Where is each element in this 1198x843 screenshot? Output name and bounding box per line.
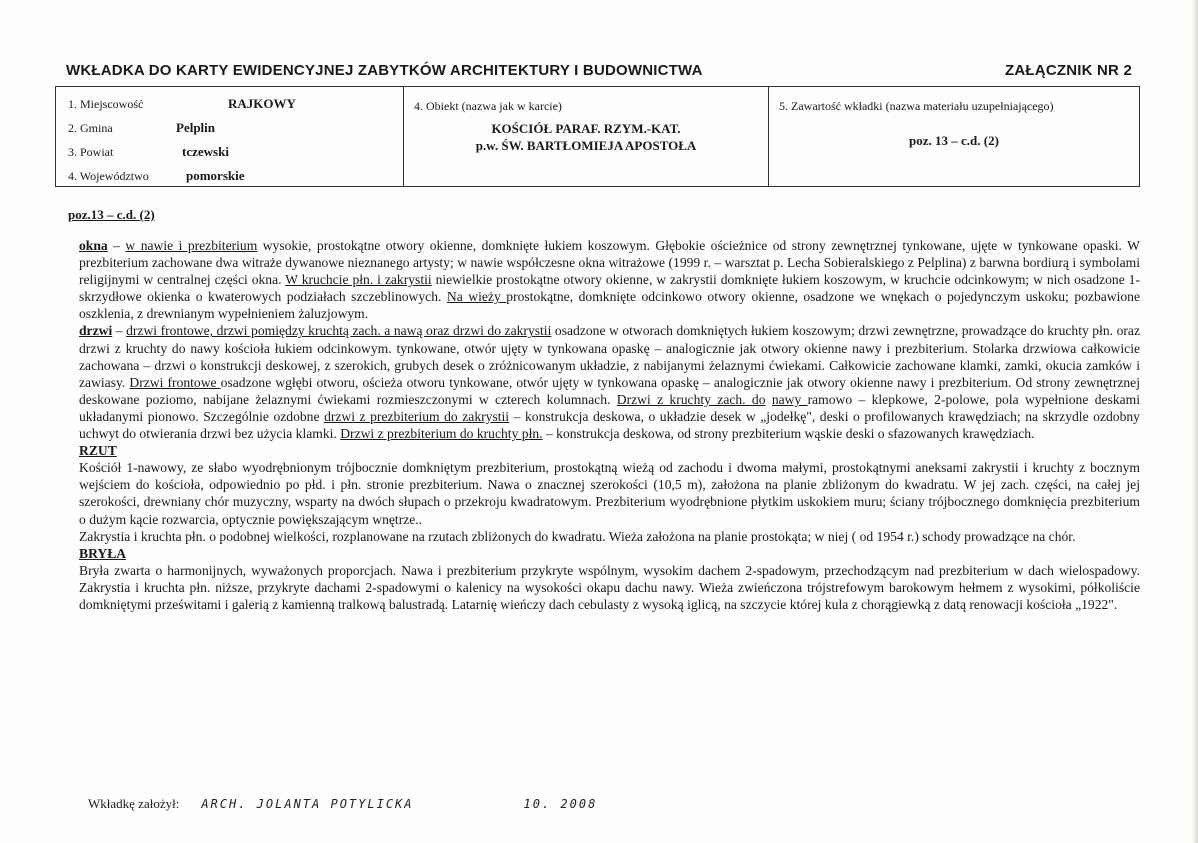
okna-sub-2: W kruchcie płn. i zakrystii — [285, 272, 432, 288]
rzut-heading: RZUT — [79, 443, 117, 459]
drzwi-text-2: osadzone wgłębi otworu, ościeża otworu tynkowane, otwór ujęty w tynkowana opaskę – analogicznie jak otwory okienne nawy i prezbiterium. Od strony zewnętrznej deskowane poziomo, nabijane żelaznymi ćwiekami rozmieszczonymi w czterech kolumnach. — [79, 374, 1140, 407]
document-footer — [88, 796, 597, 812]
drzwi-heading: drzwi — [79, 323, 113, 339]
county-value: tczewski — [182, 144, 229, 159]
bryla-heading: BRYŁA — [79, 545, 127, 561]
okna-sub-1: w nawie i prezbiterium — [125, 238, 258, 253]
voivodeship-row — [68, 168, 245, 184]
contents-label: 5. Zawartość wkładki (nazwa materiału uzupełniającego) — [779, 99, 1054, 113]
drzwi-sub-3: Drzwi z kruchty zach. do — [616, 391, 766, 407]
drzwi-text-3: ramowo – klepkowe, 2-polowe, pola wypełnione deskami układanymi pionowo. Szczególnie ozdobne — [79, 391, 1141, 424]
footer-label: Wkładkę założył: — [88, 796, 180, 811]
page-edge-shadow — [1192, 0, 1198, 843]
attachment-number: ZAŁĄCZNIK NR 2 — [1005, 62, 1132, 79]
rzut-paragraph-2: Zakrystia i kruchta płn. o podobnej wielkości, rozplanowane na rzutach zbliżonych do kwadratu. Wieża założona na planie prostokąta; w niej ( od 1954 r.) schody prowadzące na chór. — [79, 528, 1076, 544]
drzwi-sub-1: drzwi frontowe, drzwi pomiędzy kruchtą zach. a nawą oraz drzwi do zakrystii — [126, 323, 552, 339]
drzwi-text-4: – konstrukcja deskowa, o układzie desek w „jodełkę", deski o profilowanych krawędziach; na skrzydle ozdobny uchwyt do otwierania drzwi bez użycia klamki. — [79, 408, 1140, 442]
object-line-2: p.w. ŚW. BARTŁOMIEJA APOSTOŁA — [475, 138, 697, 153]
okna-paragraph: okna – w nawie i prezbiterium wysokie, prostokątne otwory okienne, domknięte łukiem koszowym. Głębokie ościeżnice od strony zewnętrznej tynkowane, ujęte w tynkowane opaski. W prezbiterium zachowane dwa witraże dywanowe nieznanego artysty; w nawie współczesne okna witrażowe (1999 r. – warsztat p. Lecha Sobieralskiego z Pelplina) z barwna bordiurą i symbolami religijnymi w centralnej części okna. W kruchcie płn. i zakrystii niewielkie prostokątne otwory okienne, w zakrystii domknięte łukiem koszowym, w kruchcie odcinkowym; w nich osadzone 1-skrzydłowe okienka o kwaterowych podziałach szczeblinowych. Na wieży prostokątne, domknięte odcinkowo otwory okienne, osadzone we wnękach o pojedynczym uskoku; pozbawione oszklenia, z drewnianym wypełnieniem żaluzjowym. — [79, 238, 1140, 322]
drzwi-text-1: osadzone w otworach domkniętych łukiem koszowym; drzwi zewnętrzne, prowadzące do kruchty płn. oraz drzwi z kruchty do nawy kościoła łukiem odcinkowym. tynkowane, otwór ujęty w tynkowana opaskę – analogicznie jak otwory okienne nawy i prezbiterium. Stolarka drzwiowa całkowicie zachowana – drzwi o konstrukcji deskowej, z szerokich, grubych desek o zróżnicowanym układzie, z nabijanymi żelaznymi ćwiekami. Całkowicie zachowane klamki, zamki, okucia zamków i zawiasy. — [79, 323, 1140, 390]
drzwi-text-5: – konstrukcja deskowa, od strony prezbiterium wąskie deski o sfazowanych krawędziach. — [542, 426, 1035, 442]
okna-heading: okna — [79, 238, 108, 253]
locality-row — [68, 96, 296, 112]
county-label: 3. Powiat — [68, 145, 114, 159]
commune-row — [68, 120, 215, 136]
contents-cell — [769, 87, 1139, 186]
bryla-paragraph: Bryła zwarta o harmonijnych, wyważonych proporcjach. Nawa i prezbiterium przykryte wspólnym, wysokim dachem 2-spadowym, przechodzącym nad prezbiterium w dach wielospadowy. Zakrystia i kruchta płn. niższe, przykryte dachami 2-spadowymi o kalenicy na wysokości okapu dachu nawy. Wieża zwieńczona trójstrefowym barokowym hełmem z wysokimi, półkoliście domkniętymi prześwitami i galerią z kamienną tralkową balustradą. Latarnię wieńczy dach cebulasty z wysoką iglicą, na szczycie której kula z chorągiewką z datą renowacji kościoła „1922". — [79, 562, 1140, 612]
section-reference: poz.13 – c.d. (2) — [68, 207, 155, 222]
drzwi-sub-3b: nawy — [771, 391, 808, 407]
contents-value: poz. 13 – c.d. (2) — [909, 133, 999, 148]
drzwi-paragraph: drzwi – drzwi frontowe, drzwi pomiędzy kruchtą zach. a nawą oraz drzwi do zakrystii osadzone w otworach domkniętych łukiem koszowym; drzwi zewnętrzne, prowadzące do kruchty płn. oraz drzwi z kruchty do nawy kościoła łukiem odcinkowym. tynkowane, otwór ujęty w tynkowana opaskę – analogicznie jak otwory okienne nawy i prezbiterium. Stolarka drzwiowa całkowicie zachowana – drzwi o konstrukcji deskowej, z szerokich, grubych desek o zróżnicowanym układzie, z nabijanymi żelaznymi ćwiekami. Całkowicie zachowane klamki, zamki, okucia zamków i zawiasy. Drzwi frontowe osadzone wgłębi otworu, ościeża otworu tynkowane, otwór ujęty w tynkowana opaskę – analogicznie jak otwory okienne nawy i prezbiterium. Od strony zewnętrznej deskowane poziomo, nabijane żelaznymi ćwiekami rozmieszczonymi w czterech kolumnach. Drzwi z kruchty zach. do nawy ramowo – klepkowe, 2-polowe, pola wypełnione deskami układanymi pionowo. Szczególnie ozdobne drzwi z prezbiterium do zakrystii – konstrukcja deskowa, o układzie desek w „jodełkę", deski o profilowanych krawędziach; na skrzydle ozdobny uchwyt do otwierania drzwi bez użycia klamki. Drzwi z prezbiterium do kruchty płn. – konstrukcja deskowa, od strony prezbiterium wąskie deski o sfazowanych krawędziach. — [79, 323, 1141, 442]
rzut-paragraph-1: Kościół 1-nawowy, ze słabo wyodrębnionym trójbocznie domkniętym prezbiterium, prostokątną wieżą od zachodu i dwoma małymi, prostokątnymi aneksami zakrystii i kruchty z bocznym wejściem do kościoła, odpowiednio po płd. i płn. stronie prezbiterium. Nawa o znacznej szerokości (10,5 m), założona na planie zbliżonym do kwadratu. W jej zach. części, na całej jej szerokości, drewniany chór muzyczny, wsparty na dwóch słupach o przekroju kwadratowym. Prezbiterium wyodrębnione płytkim uskokiem muru; ściany trójbocznego domknięcia prezbiterium o dużym kącie rozwarcia, optycznie powiększającym wnętrze.. — [79, 460, 1140, 527]
drzwi-sub-4: drzwi z prezbiterium do zakrystii — [324, 408, 510, 424]
object-cell — [404, 87, 769, 186]
voivodeship-label: 4. Województwo — [68, 169, 149, 183]
meta-table — [55, 86, 1140, 187]
location-cell — [56, 87, 404, 186]
okna-text-2: niewielkie prostokątne otwory okienne, w zakrystii domknięte łukiem koszowym, w kruchcie odcinkowym; w nich osadzone 1-skrzydłowe okienka o kwaterowych podziałach szczeblinowych. — [79, 272, 1140, 305]
document-header — [66, 62, 1132, 79]
drzwi-sub-5: Drzwi z prezbiterium do kruchty płn. — [340, 426, 543, 442]
drzwi-sub-2: Drzwi frontowe — [129, 374, 221, 390]
commune-label: 2. Gmina — [68, 121, 113, 135]
footer-date: 10. 2008 — [523, 797, 598, 811]
locality-label: 1. Miejscowość — [68, 97, 144, 111]
county-row — [68, 144, 229, 160]
object-name — [404, 120, 768, 154]
voivodeship-value: pomorskie — [186, 168, 245, 183]
document-title: WKŁADKA DO KARTY EWIDENCYJNEJ ZABYTKÓW ARCHITEKTURY I BUDOWNICTWA — [66, 62, 703, 79]
commune-value: Pelplin — [176, 120, 216, 135]
document-body — [79, 237, 1140, 613]
object-line-1: KOŚCIÓŁ PARAF. RZYM.-KAT. — [491, 121, 681, 136]
locality-value: RAJKOWY — [228, 96, 296, 111]
okna-text-3: prostokątne, domknięte odcinkowo otwory okienne, osadzone we wnękach o pojedynczym uskoku; pozbawione oszklenia, z drewnianym wypełnieniem żaluzjowym. — [79, 289, 1140, 322]
author-signature: ARCH. JOLANTA POTYLICKA — [201, 797, 414, 811]
object-label: 4. Obiekt (nazwa jak w karcie) — [414, 99, 562, 113]
okna-sub-3: Na wieży — [446, 289, 507, 305]
okna-text-1: wysokie, prostokątne otwory okienne, domknięte łukiem koszowym. Głębokie ościeżnice od strony zewnętrznej tynkowane, ujęte w tynkowane opaski. W prezbiterium zachowane dwa witraże dywanowe nieznanego artysty; w nawie współczesne okna witrażowe (1999 r. – warsztat p. Lecha Sobieralskiego z Pelplina) z barwna bordiurą i symbolami religijnymi w centralnej części okna. — [79, 238, 1140, 288]
